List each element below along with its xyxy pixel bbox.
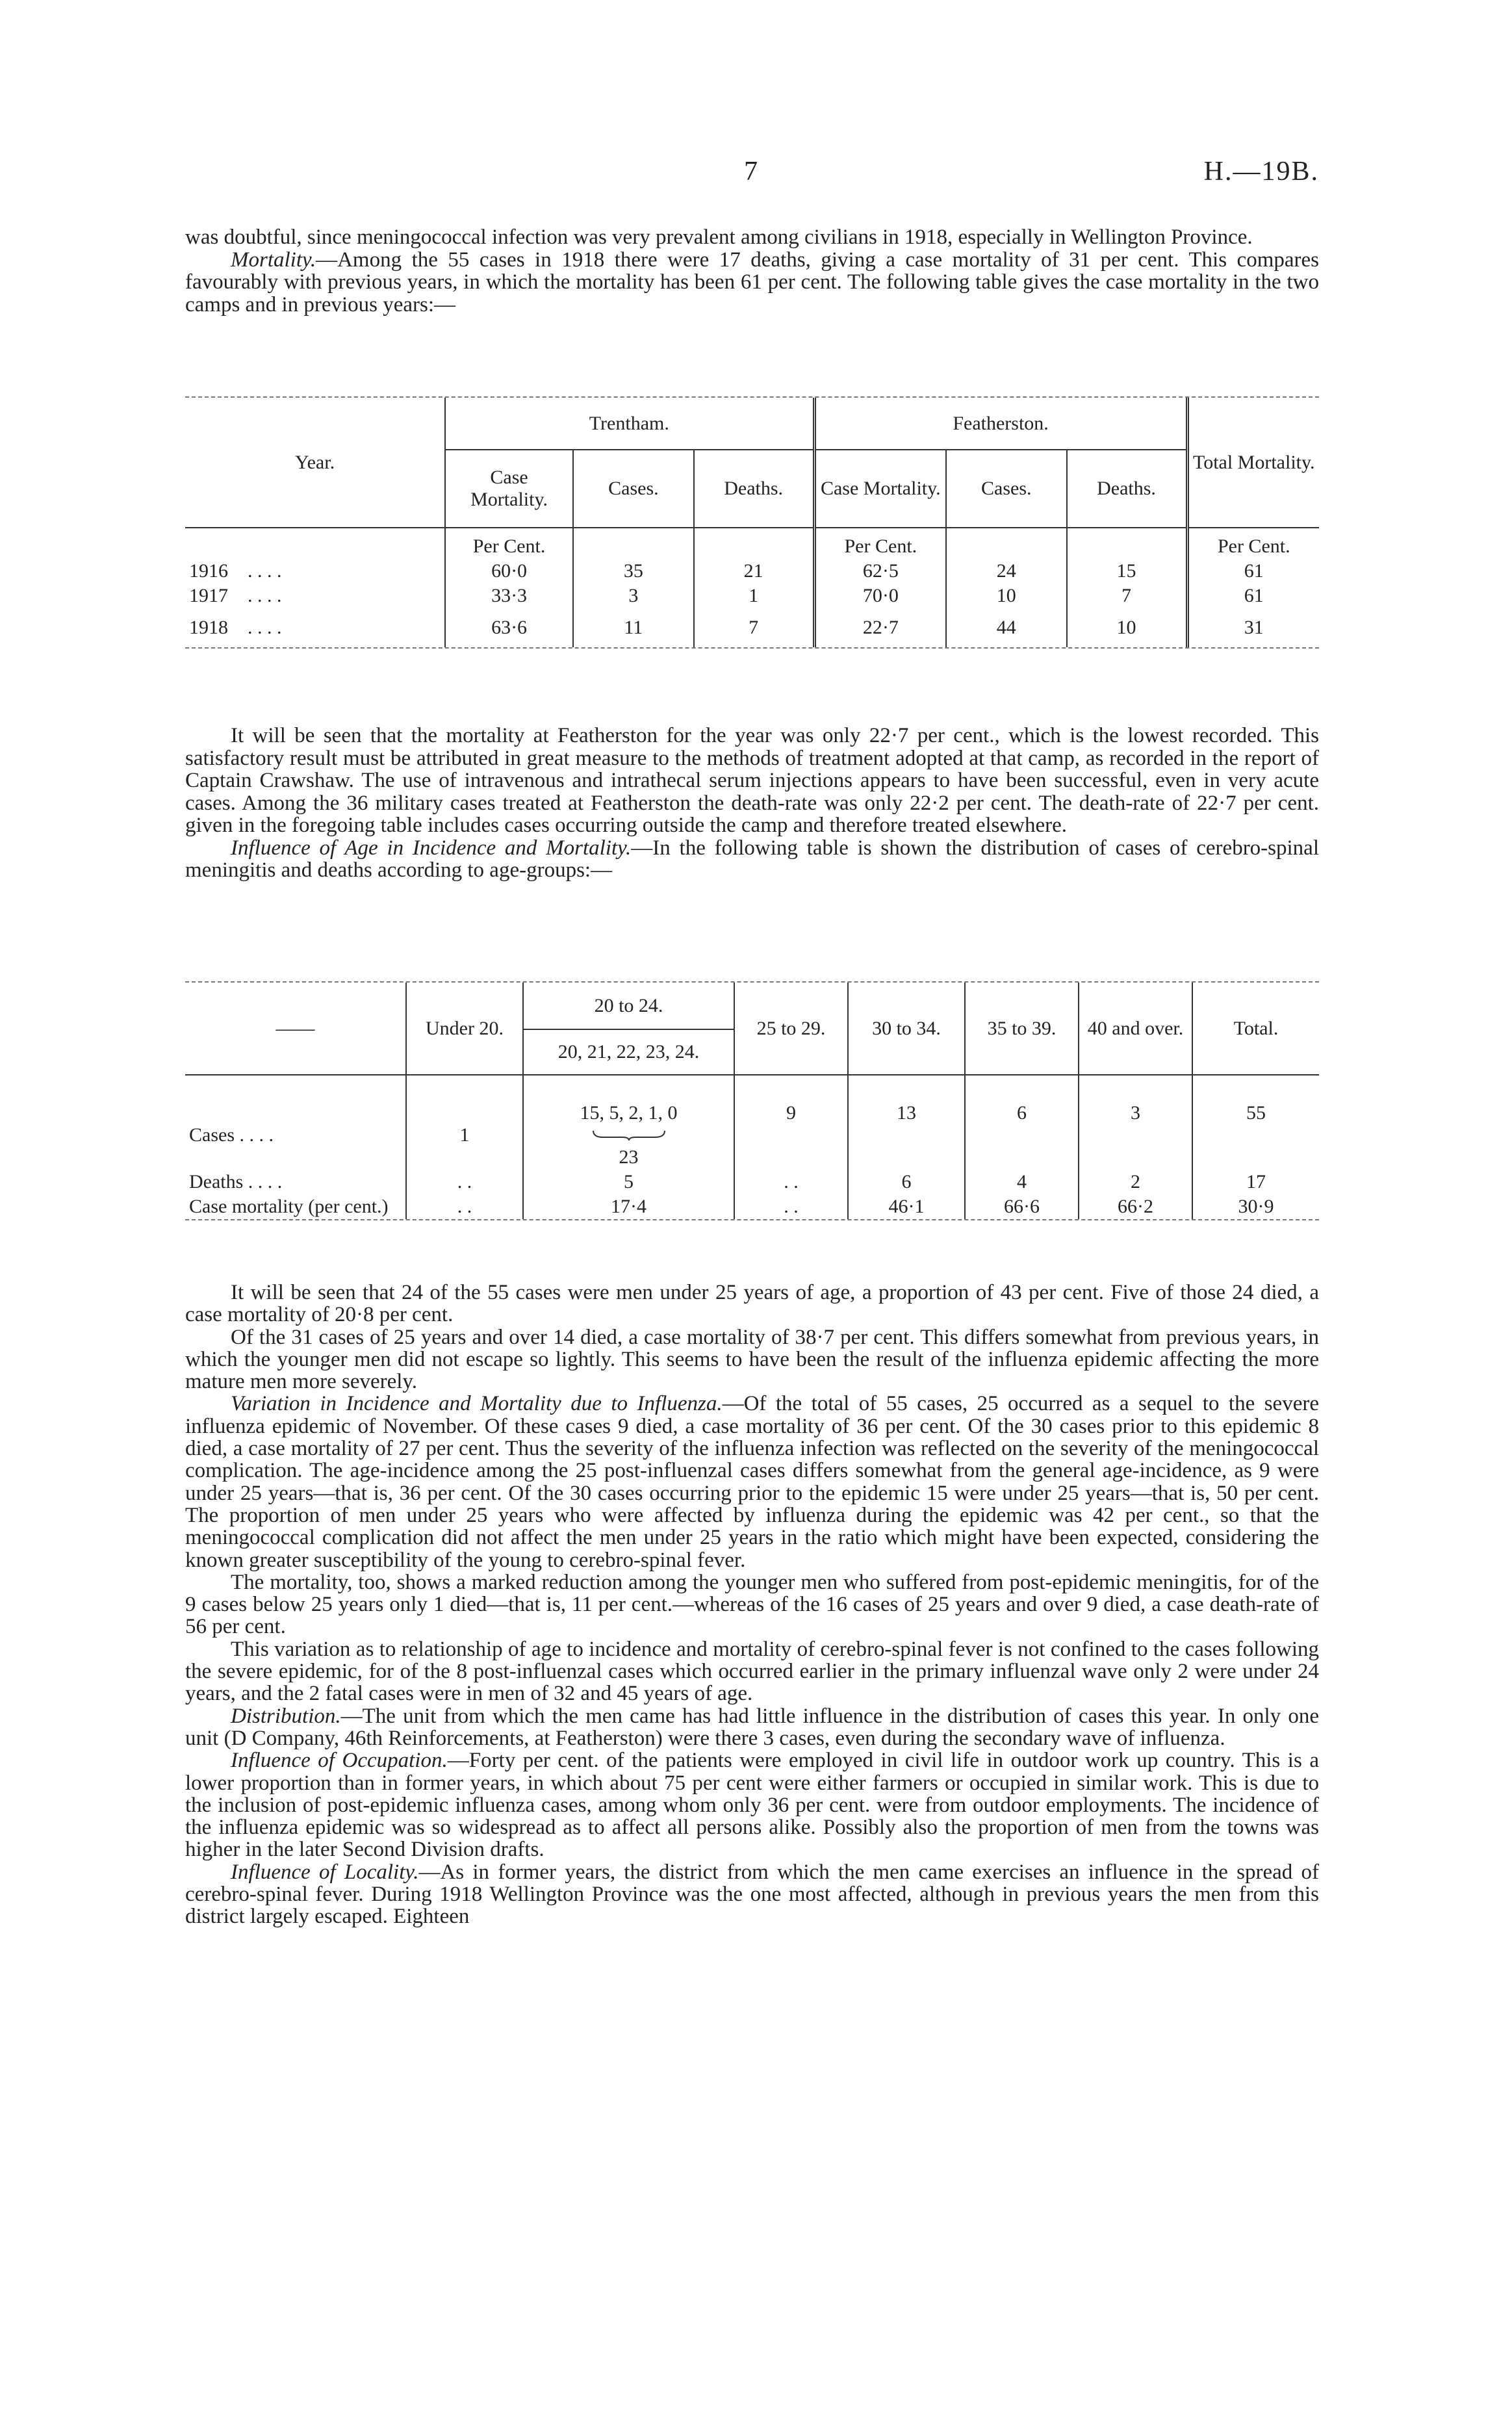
- trentham-header: Trentham.: [445, 398, 814, 450]
- table2-bottom-rule: [185, 1219, 1319, 1220]
- deaths-25-29: . .: [734, 1170, 848, 1194]
- table-row: [185, 559, 1319, 584]
- occupation-heading: Influence of Occupation.: [231, 1749, 448, 1773]
- trentham-case-mortality: 33·3: [445, 584, 573, 608]
- paragraph-featherston: It will be seen that the mortality at Featherston for the year was only 22·7 per cent., which is the lowest recorded. This satisfactory result must be attributed in great measure to the methods of treatment adopted at that camp, as recorded in the report of Captain Crawshaw. The use of intravenous and intrathecal serum injections appears to have been successful, even in very acute cases. Among the 36 military cases treated at Featherston the death-rate was only 22·2 per cent. The death-rate of 22·7 per cent. given in the foregoing table includes cases occurring outside the camp and therefore treated elsewhere.: [185, 724, 1319, 837]
- variation-heading: Variation in Incidence and Mortality due to Influenza.: [231, 1392, 723, 1416]
- featherston-cases: 10: [946, 584, 1067, 608]
- trentham-cases: 35: [573, 559, 694, 584]
- paragraph-distribution: [185, 1705, 1319, 1750]
- cases-total: 55: [1192, 1101, 1319, 1170]
- distribution-text: —The unit from which the men came has had little influence in the distribution of cases this year. In only one unit (D Company, 46th Reinforcements, at Featherston) were there 3 cases, even during the secondary wave of influenza.: [185, 1704, 1319, 1750]
- paragraph-occupation: [185, 1749, 1319, 1860]
- trentham-deaths: 1: [694, 584, 815, 608]
- row-leader: . . . .: [248, 585, 282, 606]
- age-groups-table-wrap: [185, 981, 1319, 1220]
- cases-label: Cases . . . .: [189, 1124, 274, 1146]
- document-reference: H.—19B.: [1203, 157, 1319, 187]
- paragraph-mortality-2: The mortality, too, shows a marked reduction among the younger men who suffered from post-epidemic meningitis, for of the 9 cases below 25 years only 1 died—that is, 11 per cent.—whereas of the 16 cases of 25 years and over 9 died, a case death-rate of 56 per cent.: [185, 1570, 1319, 1639]
- featherston-case-mortality: 22·7: [814, 608, 946, 647]
- cm-total: 30·9: [1192, 1194, 1319, 1219]
- paragraph-intro: was doubtful, since meningococcal infection was very prevalent among civilians in 1918, especially in Wellington Province.: [185, 225, 1253, 249]
- page-header: [185, 156, 1319, 195]
- brace-icon: [590, 1129, 668, 1141]
- 35-to-39-header: 35 to 39.: [965, 983, 1079, 1075]
- 40-and-over-header: 40 and over.: [1079, 983, 1192, 1075]
- lower-text: [185, 1281, 1319, 1928]
- featherston-case-mortality: 70·0: [814, 584, 946, 608]
- trentham-deaths: 7: [694, 608, 815, 647]
- cases-25-29: 9: [734, 1101, 848, 1170]
- cm-under-20: . .: [406, 1194, 523, 1219]
- deaths-total: 17: [1192, 1170, 1319, 1194]
- featherston-deaths-header: Deaths.: [1067, 450, 1188, 528]
- age-heading: Influence of Age in Incidence and Mortality.: [231, 836, 632, 860]
- age-groups-table: [185, 983, 1319, 1219]
- table-row: [185, 1194, 1319, 1219]
- cases-30-34: 13: [848, 1101, 965, 1170]
- row-year: 1917: [189, 585, 228, 606]
- table-row: [185, 1170, 1319, 1194]
- deaths-35-39: 4: [965, 1170, 1079, 1194]
- cm-30-34: 46·1: [848, 1194, 965, 1219]
- trentham-case-mortality-header: Case Mortality.: [445, 450, 573, 528]
- trentham-case-mortality: 60·0: [445, 559, 573, 584]
- case-mortality-table-wrap: [185, 396, 1319, 649]
- ages-20-24-list: 20, 21, 22, 23, 24.: [523, 1029, 734, 1075]
- row-year: 1916: [189, 560, 228, 582]
- cm-40-over: 66·2: [1079, 1194, 1192, 1219]
- body-text: [185, 226, 1319, 316]
- trentham-cases: 11: [573, 608, 694, 647]
- table1-bottom-rule: [185, 647, 1319, 649]
- featherston-case-mortality: 62·5: [814, 559, 946, 584]
- cases-20-24: [523, 1101, 734, 1170]
- 30-to-34-header: 30 to 34.: [848, 983, 965, 1075]
- paragraph-locality: [185, 1861, 1319, 1928]
- locality-heading: Influence of Locality.: [231, 1860, 419, 1884]
- page-number: 7: [744, 157, 758, 187]
- featherston-cases: 44: [946, 608, 1067, 647]
- trentham-per-cent: Per Cent.: [445, 528, 573, 559]
- deaths-40-over: 2: [1079, 1170, 1192, 1194]
- table-row: [185, 1101, 1319, 1170]
- cases-20-24-values: 15, 5, 2, 1, 0: [580, 1102, 678, 1124]
- occupation-text: —Forty per cent. of the patients were employed in civil life in outdoor work up country. This is a lower proportion than in former years, in which about 75 per cent were either farmers or occupied in similar work. This is due to the inclusion of post-epidemic influenza cases, among whom only 36 per cent. were from outdoor employments. The incidence of the influenza epidemic was so widespread as to affect all persons alike. Possibly also the proportion of men from the towns was higher in the later Second Division drafts.: [185, 1749, 1319, 1862]
- distribution-heading: Distribution.: [231, 1704, 341, 1728]
- under-20-header: Under 20.: [406, 983, 523, 1075]
- paragraph-age-intro: [185, 837, 1319, 882]
- variation-text: —Of the total of 55 cases, 25 occurred as a sequel to the severe influenza epidemic of November. Of these cases 9 died, a case mortality of 36 per cent. Of the 30 cases prior to this epidemic 8 died, a case mortality of 27 per cent. Thus the severity of the influenza infection was reflected on the severity of the meningococcal complication. The age-incidence among the 25 post-influenzal cases differs somewhat from the general age-incidence, as 9 were under 25 years—that is, 36 per cent. Of the 30 cases occurring prior to the epidemic 15 were under 25 years—that is, 50 per cent. The proportion of men under 25 years who were affected by influenza during the epidemic was 42 per cent., so that the meningococcal complication did not affect the men under 25 years in the ratio which might have been expected, considering the known greater susceptibility of the young to cerebro-spinal fever.: [185, 1392, 1319, 1572]
- paragraph-variation: This variation as to relationship of age to incidence and mortality of cerebro-spinal fever is not confined to the cases following the severe epidemic, for of the 8 post-influenzal cases which occurred earlier in the primary influenzal wave only 2 were under 24 years, and the 2 fatal cases were in men of 32 and 45 years of age.: [185, 1637, 1319, 1706]
- table1-divider-row: [185, 528, 1319, 559]
- featherston-cases: 24: [946, 559, 1067, 584]
- trentham-cases: 3: [573, 584, 694, 608]
- cm-25-29: . .: [734, 1194, 848, 1219]
- table2-divider-row: [185, 1075, 1319, 1101]
- total-per-cent: Per Cent.: [1187, 528, 1319, 559]
- featherston-deaths: 7: [1067, 584, 1188, 608]
- row-leader: . . . .: [248, 560, 282, 582]
- total-mortality: 61: [1187, 584, 1319, 608]
- 20-to-24-header: 20 to 24.: [523, 983, 734, 1029]
- cm-35-39: 66·6: [965, 1194, 1079, 1219]
- trentham-deaths: 21: [694, 559, 815, 584]
- total-mortality: 61: [1187, 559, 1319, 584]
- case-mortality-label: Case mortality (per cent.): [189, 1196, 389, 1217]
- featherston-per-cent: Per Cent.: [814, 528, 946, 559]
- cm-20-24: 17·4: [523, 1194, 734, 1219]
- locality-text: —As in former years, the district from which the men came exercises an influence in the spread of cerebro-spinal fever. During 1918 Wellington Province was the one most affected, although in previous years the men from this district largely escaped. Eighteen: [185, 1860, 1319, 1929]
- trentham-deaths-header: Deaths.: [694, 450, 815, 528]
- paragraph-mortality: [185, 249, 1319, 316]
- trentham-cases-header: Cases.: [573, 450, 694, 528]
- deaths-label: Deaths . . . .: [189, 1171, 283, 1192]
- featherston-deaths: 15: [1067, 559, 1188, 584]
- age-text: —In the following table is shown the distribution of cases of cerebro-spinal meningitis and deaths according to age-groups:—: [185, 836, 1320, 882]
- featherston-deaths: 10: [1067, 608, 1188, 647]
- row-leader: . . . .: [248, 617, 282, 638]
- case-mortality-table: [185, 398, 1319, 647]
- deaths-20-24: 5: [523, 1170, 734, 1194]
- total-header: Total.: [1192, 983, 1319, 1075]
- paragraph-age-1: It will be seen that 24 of the 55 cases were men under 25 years of age, a proportion of 43 per cent. Five of those 24 died, a case mortality of 20·8 per cent.: [185, 1281, 1319, 1327]
- 25-to-29-header: 25 to 29.: [734, 983, 848, 1075]
- deaths-30-34: 6: [848, 1170, 965, 1194]
- mortality-heading: Mortality.: [231, 248, 316, 272]
- table-row: [185, 584, 1319, 608]
- cases-20-24-sum: 23: [619, 1146, 639, 1168]
- trentham-case-mortality: 63·6: [445, 608, 573, 647]
- paragraph-variation-influenza: [185, 1393, 1319, 1571]
- blank-header: ——: [275, 1017, 315, 1039]
- paragraph-age-2: Of the 31 cases of 25 years and over 14 died, a case mortality of 38·7 per cent. This differs somewhat from previous years, in which the younger men did not escape so lightly. This seems to have been the result of the influenza epidemic affecting the more mature men more severely.: [185, 1325, 1319, 1394]
- featherston-case-mortality-header: Case Mortality.: [814, 450, 946, 528]
- middle-text: [185, 725, 1319, 882]
- featherston-cases-header: Cases.: [946, 450, 1067, 528]
- table-row: [185, 608, 1319, 647]
- cases-under-20: 1: [406, 1101, 523, 1170]
- featherston-header: Featherston.: [814, 398, 1187, 450]
- total-mortality-header: Total Mortality.: [1187, 398, 1319, 528]
- mortality-text: —Among the 55 cases in 1918 there were 17 deaths, giving a case mortality of 31 per cent. This compares favourably with previous years, in which the mortality has been 61 per cent. The following table gives the case mortality in the two camps and in previous years:—: [185, 248, 1319, 316]
- year-header: Year.: [294, 451, 335, 473]
- deaths-under-20: . .: [406, 1170, 523, 1194]
- total-mortality: 31: [1187, 608, 1319, 647]
- row-year: 1918: [189, 617, 228, 638]
- cases-40-over: 3: [1079, 1101, 1192, 1170]
- cases-35-39: 6: [965, 1101, 1079, 1170]
